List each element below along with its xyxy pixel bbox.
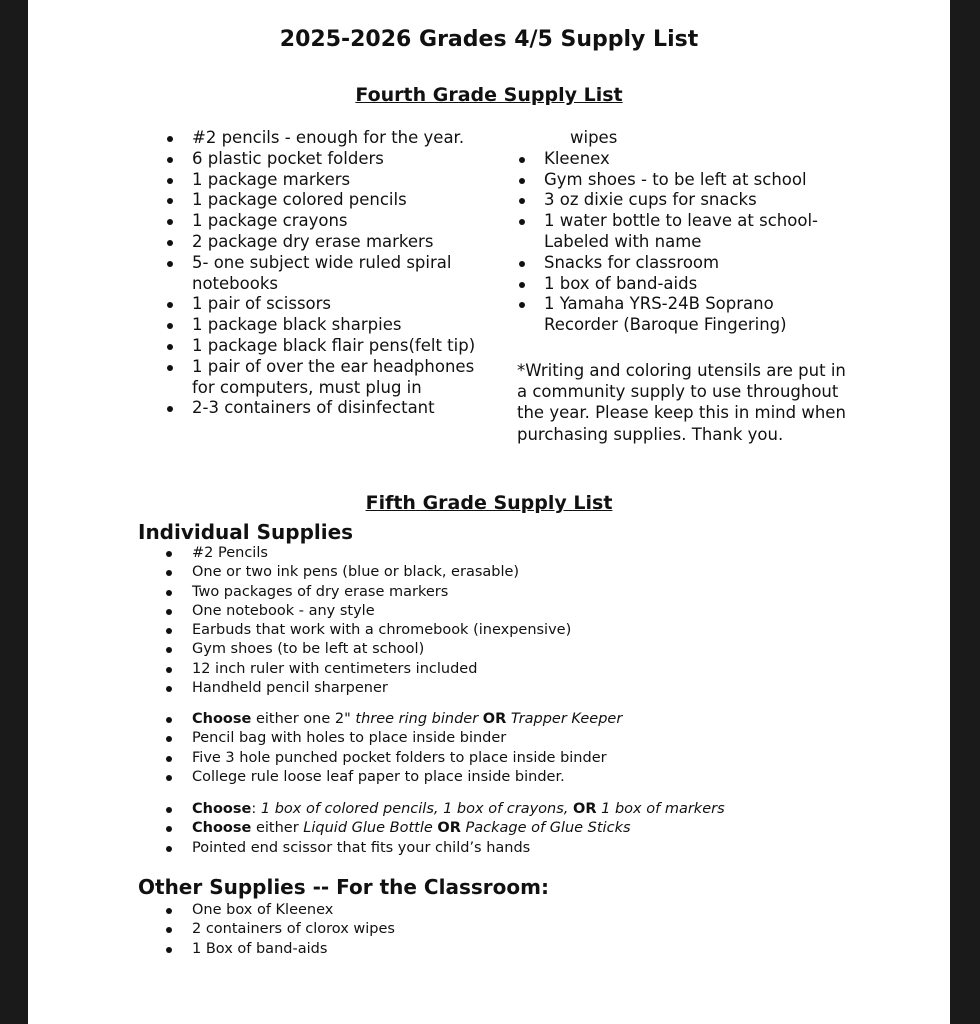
- individual-supplies-heading: Individual Supplies: [138, 520, 354, 544]
- list-item: College rule loose leaf paper to place inside binder.: [138, 768, 918, 787]
- list-item: Pencil bag with holes to place inside binder: [138, 729, 918, 748]
- list-item: Pointed end scissor that fits your child’s hands: [138, 839, 918, 858]
- list-item: 6 plastic pocket folders: [164, 149, 484, 170]
- community-supply-note: *Writing and coloring utensils are put in a community supply to use throughout the year. Please keep this in mind when purchasing supplies. Thank you.: [517, 361, 846, 444]
- list-item: Gym shoes (to be left at school): [138, 640, 918, 659]
- list-item: Kleenex: [516, 149, 846, 170]
- fourth-grade-heading-text: Fourth Grade Supply List: [355, 84, 623, 106]
- classroom-supplies-list: [138, 901, 918, 959]
- bullet-icon: [166, 736, 172, 742]
- list-item-continuation: wipes: [570, 128, 618, 147]
- other-supplies-heading: Other Supplies -- For the Classroom:: [138, 875, 549, 899]
- list-item: One box of Kleenex: [138, 901, 918, 920]
- bullet-icon: [519, 261, 525, 267]
- list-item: 2 package dry erase markers: [164, 232, 484, 253]
- list-item: Snacks for classroom: [516, 253, 846, 274]
- fourth-grade-list-right: [516, 128, 846, 336]
- list-item: Handheld pencil sharpener: [138, 679, 918, 698]
- document-page: [28, 0, 950, 1024]
- choice-supplies-list: [138, 800, 918, 858]
- bullet-icon: [167, 240, 173, 246]
- fifth-grade-heading-text: Fifth Grade Supply List: [365, 492, 613, 514]
- binder-supplies-list: [138, 710, 918, 787]
- list-item: 2 containers of clorox wipes: [138, 920, 918, 939]
- bullet-icon: [166, 667, 172, 673]
- list-item: Choose either one 2" three ring binder OR Trapper Keeper: [138, 710, 918, 729]
- list-item: One notebook - any style: [138, 602, 918, 621]
- list-item: Choose: 1 box of colored pencils, 1 box of crayons, OR 1 box of markers: [138, 800, 918, 819]
- bullet-icon: [166, 551, 172, 557]
- bullet-icon: [166, 947, 172, 953]
- list-item: Gym shoes - to be left at school: [516, 170, 846, 191]
- fourth-grade-list-left: [164, 128, 484, 419]
- individual-supplies-list: [138, 544, 918, 698]
- bullet-icon: [166, 628, 172, 634]
- bullet-icon: [167, 323, 173, 329]
- list-item: 5- one subject wide ruled spiral notebooks: [164, 253, 484, 295]
- fifth-grade-heading: [28, 492, 950, 514]
- bullet-icon: [519, 282, 525, 288]
- bullet-icon: [519, 157, 525, 163]
- list-item: 1 package black sharpies: [164, 315, 484, 336]
- bullet-icon: [167, 302, 173, 308]
- list-item: 1 pair of scissors: [164, 294, 484, 315]
- list-item: Two packages of dry erase markers: [138, 583, 918, 602]
- bullet-icon: [166, 908, 172, 914]
- bullet-icon: [166, 570, 172, 576]
- list-item: 1 box of band-aids: [516, 274, 846, 295]
- bullet-icon: [519, 198, 525, 204]
- fourth-grade-list-right-items: [516, 149, 846, 336]
- bullet-icon: [167, 198, 173, 204]
- list-item: One or two ink pens (blue or black, erasable): [138, 563, 918, 582]
- bullet-icon: [166, 807, 172, 813]
- list-item: Five 3 hole punched pocket folders to place inside binder: [138, 749, 918, 768]
- bullet-icon: [166, 927, 172, 933]
- bullet-icon: [167, 344, 173, 350]
- list-item: Choose either Liquid Glue Bottle OR Package of Glue Sticks: [138, 819, 918, 838]
- list-item: 12 inch ruler with centimeters included: [138, 660, 918, 679]
- bullet-icon: [166, 826, 172, 832]
- bullet-icon: [166, 686, 172, 692]
- list-item: #2 Pencils: [138, 544, 918, 563]
- bullet-icon: [166, 647, 172, 653]
- bullet-icon: [519, 219, 525, 225]
- bullet-icon: [167, 136, 173, 142]
- bullet-icon: [166, 775, 172, 781]
- bullet-icon: [166, 717, 172, 723]
- list-item: Earbuds that work with a chromebook (inexpensive): [138, 621, 918, 640]
- list-item: 1 pair of over the ear headphones for computers, must plug in: [164, 357, 484, 399]
- bullet-icon: [167, 406, 173, 412]
- bullet-icon: [167, 178, 173, 184]
- bullet-icon: [519, 302, 525, 308]
- page-title: 2025-2026 Grades 4/5 Supply List: [279, 27, 699, 52]
- list-item: 1 package crayons: [164, 211, 484, 232]
- list-item: 1 package colored pencils: [164, 190, 484, 211]
- list-item: 1 package black flair pens(felt tip): [164, 336, 484, 357]
- bullet-icon: [166, 609, 172, 615]
- list-item: 1 Yamaha YRS-24B Soprano Recorder (Baroque Fingering): [516, 294, 846, 336]
- bullet-icon: [166, 756, 172, 762]
- bullet-icon: [167, 261, 173, 267]
- list-item: 1 water bottle to leave at school-Labeled with name: [516, 211, 846, 253]
- bullet-icon: [166, 846, 172, 852]
- bullet-icon: [519, 178, 525, 184]
- bullet-icon: [166, 590, 172, 596]
- fourth-grade-heading: [28, 84, 950, 106]
- list-item: 3 oz dixie cups for snacks: [516, 190, 846, 211]
- list-item: #2 pencils - enough for the year.: [164, 128, 484, 149]
- bullet-icon: [167, 157, 173, 163]
- list-item: 2-3 containers of disinfectant: [164, 398, 484, 419]
- bullet-icon: [167, 219, 173, 225]
- list-item: 1 Box of band-aids: [138, 940, 918, 959]
- bullet-icon: [167, 365, 173, 371]
- list-item: 1 package markers: [164, 170, 484, 191]
